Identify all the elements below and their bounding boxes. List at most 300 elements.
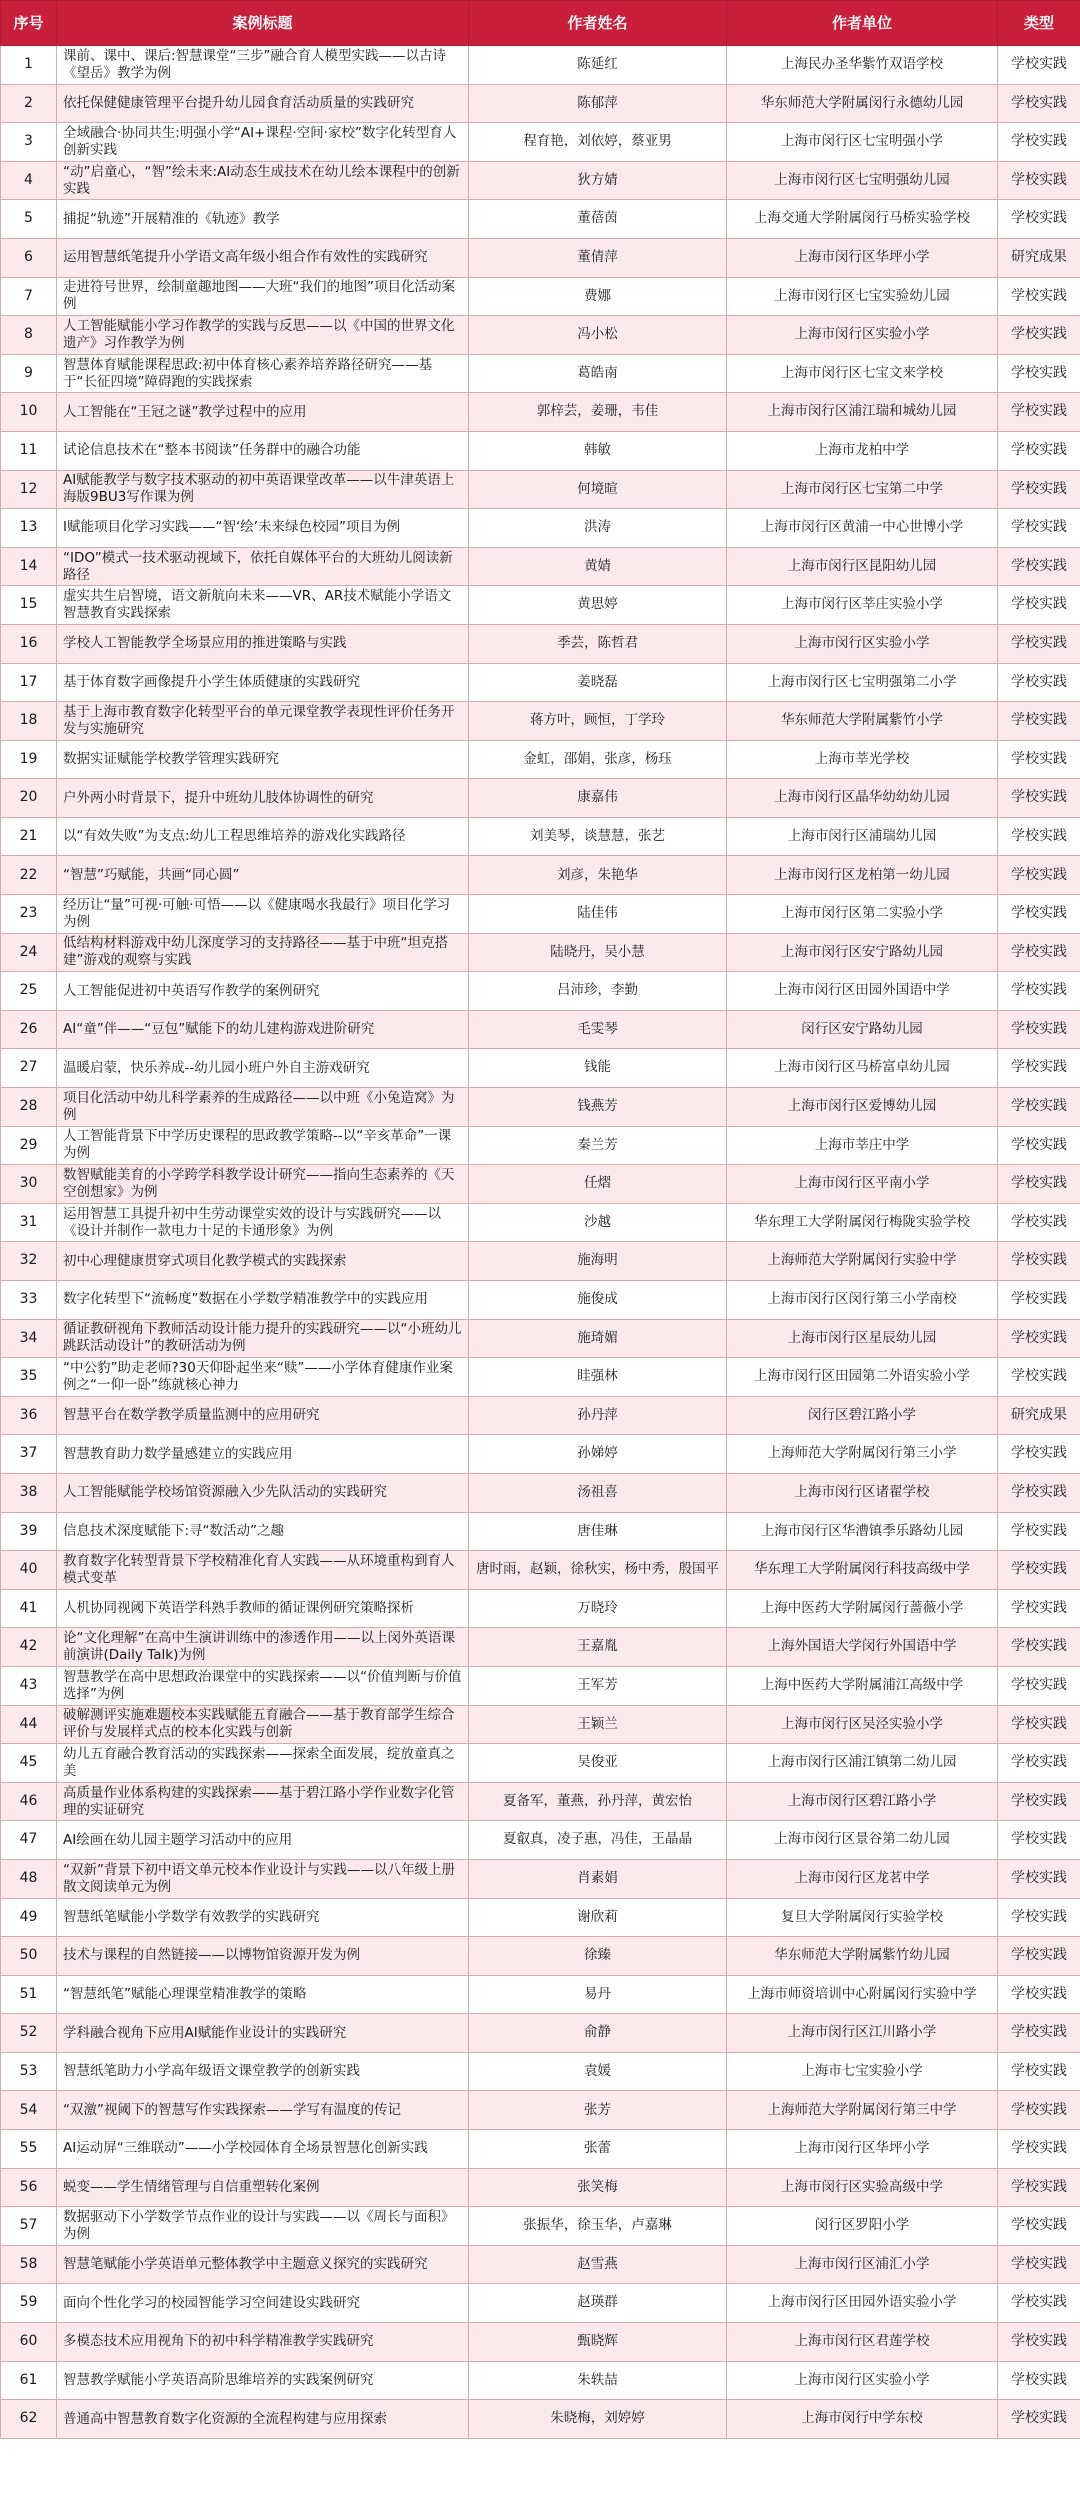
row-number-cell [1,1782,57,1821]
author-unit-cell [727,1126,998,1165]
table-row [1,1744,1080,1783]
case-title-cell [57,84,469,123]
case-type-cell [998,123,1080,162]
case-type: 学校实践 [1011,2217,1067,2234]
case-title: 循证教研视角下教师活动设计能力提升的实践研究——以“小班幼儿跳跃活动设计”的教研活动为例 [63,1321,462,1355]
author-names-cell [469,972,727,1011]
author-unit-cell [727,2245,998,2284]
author-unit-cell [727,1859,998,1898]
case-type-cell [998,972,1080,1011]
case-type-cell [998,470,1080,509]
author-unit: 上海市闵行中学东校 [801,2410,923,2427]
author-names: 沙越 [584,1213,611,1230]
case-type-cell [998,2284,1080,2323]
case-type-cell [998,1666,1080,1705]
row-number-cell [1,84,57,123]
case-title-cell [57,1203,469,1242]
author-names: 葛皓南 [577,364,618,381]
table-row [1,1589,1080,1628]
row-number: 49 [19,1908,38,1925]
author-names-cell [469,817,727,856]
case-title-cell [57,1165,469,1204]
case-type-cell [998,1473,1080,1512]
author-unit: 上海师范大学附属闵行第三小学 [767,1445,957,1462]
case-title-cell [57,1821,469,1860]
author-unit-cell [727,1473,998,1512]
row-number: 28 [19,1098,38,1115]
author-names-cell [469,663,727,702]
author-unit: 上海市闵行区昆阳幼儿园 [787,557,937,574]
case-title-cell [57,46,469,85]
author-unit-cell [727,509,998,548]
case-type: 学校实践 [1011,1329,1067,1346]
case-type: 学校实践 [1011,1368,1067,1385]
row-number-cell [1,1589,57,1628]
author-names-cell [469,1937,727,1976]
case-title-cell [57,431,469,470]
case-title-cell [57,2014,469,2053]
table-row [1,84,1080,123]
case-title: 学科融合视角下应用AI赋能作业设计的实践研究 [63,2024,347,2041]
case-title-cell [57,2400,469,2439]
author-names-cell [469,1782,727,1821]
author-unit: 上海市闵行区莘庄实验小学 [781,596,943,613]
case-type-cell [998,663,1080,702]
author-unit-cell [727,2168,998,2207]
table-header [1,1,1080,46]
case-type-cell [998,1821,1080,1860]
case-type-cell [998,2323,1080,2362]
case-title-cell [57,123,469,162]
author-unit-cell [727,1512,998,1551]
author-names-cell [469,1088,727,1127]
case-title: “IDO”模式一技术驱动视域下，依托自媒体平台的大班幼儿阅读新路径 [63,549,453,583]
table-row [1,277,1080,316]
row-number-cell [1,470,57,509]
case-title: 试论信息技术在“整本书阅读”任务群中的融合功能 [63,442,361,459]
author-names-cell [469,2052,727,2091]
row-number: 35 [19,1368,38,1385]
author-unit-cell [727,161,998,200]
case-type: 学校实践 [1011,56,1067,73]
table-row [1,1242,1080,1281]
case-title-cell [57,2361,469,2400]
author-names: 钱能 [584,1059,611,1076]
case-title-cell [57,933,469,972]
case-type: 学校实践 [1011,1561,1067,1578]
row-number-cell [1,46,57,85]
case-title-cell [57,2130,469,2169]
table-row [1,2052,1080,2091]
author-names: 王颖兰 [577,1715,618,1732]
row-number: 55 [19,2140,38,2157]
case-type: 学校实践 [1011,2024,1067,2041]
case-type-cell [998,2052,1080,2091]
author-names: 张芳 [584,2101,611,2118]
row-number-cell [1,2245,57,2284]
case-title-cell [57,354,469,393]
case-title: 全域融合·协同共生:明强小学“AI+课程·空间·家校”数字化转型育人创新实践 [63,124,457,158]
case-title-cell [57,1319,469,1358]
row-number-cell [1,1126,57,1165]
case-type-cell [998,624,1080,663]
author-unit: 上海市闵行区晶华幼幼幼儿园 [774,789,950,806]
row-number: 25 [19,982,38,999]
case-title: 数据驱动下小学数学节点作业的设计与实践——以《周长与面积》为例 [63,2209,455,2243]
row-number-cell [1,740,57,779]
case-type-cell [998,817,1080,856]
row-number: 44 [19,1715,38,1732]
case-type-cell [998,2014,1080,2053]
author-names-cell [469,2091,727,2130]
case-title-cell [57,1512,469,1551]
case-type-cell [998,238,1080,277]
author-names-cell [469,2014,727,2053]
case-title-cell [57,1435,469,1474]
table-row [1,624,1080,663]
case-title-cell [57,2245,469,2284]
case-title-cell [57,817,469,856]
author-unit-cell [727,277,998,316]
case-title-cell [57,277,469,316]
author-unit: 上海市闵行区实验小学 [794,326,930,343]
case-title-cell [57,1898,469,1937]
author-names-cell [469,238,727,277]
case-title: 人工智能赋能学校场馆资源融入少先队活动的实践研究 [63,1484,387,1501]
author-names: 施俊成 [577,1291,618,1308]
author-unit-cell [727,586,998,625]
case-type-cell [998,200,1080,239]
table-row [1,1782,1080,1821]
case-type: 学校实践 [1011,1908,1067,1925]
table-row [1,547,1080,586]
author-unit: 上海市闵行区君莲学校 [794,2333,930,2350]
case-type: 学校实践 [1011,2178,1067,2195]
case-type: 学校实践 [1011,1175,1067,1192]
author-names: 易丹 [584,1985,611,2002]
author-names-cell [469,1126,727,1165]
author-names-cell [469,1358,727,1397]
case-title-cell [57,2323,469,2362]
author-unit: 上海市闵行区碧江路小学 [787,1792,937,1809]
table-row [1,1937,1080,1976]
row-number: 2 [24,94,33,111]
table-row [1,2091,1080,2130]
case-type: 学校实践 [1011,1252,1067,1269]
author-names-cell [469,354,727,393]
case-type-cell [998,1126,1080,1165]
author-unit-cell [727,393,998,432]
case-title: 人工智能促进初中英语写作教学的案例研究 [63,982,320,999]
case-title: 论“文化理解”在高中生演讲训练中的渗透作用——以上闵外英语课前演讲(Daily Talk)为例 [63,1630,455,1664]
author-unit: 上海师范大学附属闵行第三中学 [767,2101,957,2118]
row-number: 43 [19,1676,38,1693]
author-unit: 上海师范大学附属闵行实验中学 [767,1252,957,1269]
row-number-cell [1,1705,57,1744]
author-unit-cell [727,431,998,470]
case-title: AI绘画在幼儿园主题学习活动中的应用 [63,1831,293,1848]
author-names-cell [469,1821,727,1860]
case-type-cell [998,1088,1080,1127]
author-names-cell [469,1049,727,1088]
table-row [1,1203,1080,1242]
case-title: AI赋能教学与数字技术驱动的初中英语课堂改革——以牛津英语上海版9BU3写作课为例 [63,472,455,506]
author-unit-cell [727,1705,998,1744]
author-unit: 上海市七宝实验小学 [801,2062,923,2079]
author-unit-cell [727,123,998,162]
author-unit: 上海市闵行区华坪小学 [794,249,930,266]
author-unit: 上海市闵行区七宝明强第二小学 [767,673,957,690]
author-unit-cell [727,1358,998,1397]
case-type: 学校实践 [1011,1599,1067,1616]
row-number: 24 [19,943,38,960]
author-names: 孙丹萍 [577,1406,618,1423]
case-title-cell [57,1396,469,1435]
case-title-cell [57,624,469,663]
author-names: 何境暄 [577,480,618,497]
table-row [1,972,1080,1011]
case-type: 学校实践 [1011,596,1067,613]
author-names-cell [469,1319,727,1358]
table-row [1,1088,1080,1127]
case-type-cell [998,740,1080,779]
author-names-cell [469,1165,727,1204]
author-unit: 上海市闵行区浦江瑞和城幼儿园 [767,403,957,420]
case-title: 学校人工智能教学全场景应用的推进策略与实践 [63,635,347,652]
author-unit: 上海市闵行区浦汇小学 [794,2255,930,2272]
author-unit: 上海市闵行区诸翟学校 [794,1484,930,1501]
row-number-cell [1,1049,57,1088]
author-names-cell [469,2284,727,2323]
author-unit: 上海市闵行区平南小学 [794,1175,930,1192]
table-row [1,2284,1080,2323]
author-names-cell [469,1242,727,1281]
case-title-cell [57,1551,469,1590]
case-type: 学校实践 [1011,2294,1067,2311]
case-type: 学校实践 [1011,1291,1067,1308]
case-title: 温暖启蒙，快乐养成--幼儿园小班户外自主游戏研究 [63,1059,370,1076]
table-row [1,431,1080,470]
author-unit: 上海市闵行区七宝实验幼儿园 [774,287,950,304]
case-title: 低结构材料游戏中幼儿深度学习的支持路径——基于中班“坦克搭建”游戏的观察与实践 [63,935,448,969]
author-names: 金虹，邵娟，张彦，杨珏 [523,750,672,767]
row-number-cell [1,277,57,316]
table-row [1,316,1080,355]
case-title: 经历让“量”可视·可触·可悟——以《健康喝水我最行》项目化学习为例 [63,896,451,930]
author-unit-cell [727,1975,998,2014]
row-number: 10 [19,403,38,420]
table-row [1,1049,1080,1088]
author-names: 肖素娟 [577,1869,618,1886]
case-type: 学校实践 [1011,2371,1067,2388]
case-title-cell [57,238,469,277]
row-number-cell [1,1512,57,1551]
author-unit: 上海中医药大学附属闵行蔷薇小学 [760,1599,964,1616]
case-type: 学校实践 [1011,750,1067,767]
author-unit: 华东理工大学附属闵行科技高级中学 [754,1561,970,1578]
row-number: 20 [19,789,38,806]
row-number: 1 [24,56,33,73]
case-title-cell [57,547,469,586]
author-unit: 上海中医药大学附属浦江高级中学 [760,1676,964,1693]
author-unit: 上海市师资培训中心附属闵行实验中学 [747,1985,977,2002]
author-unit-cell [727,2052,998,2091]
author-names: 董蓓茵 [577,210,618,227]
case-title-cell [57,1589,469,1628]
case-title-cell [57,316,469,355]
author-names: 袁媛 [584,2062,611,2079]
row-number-cell [1,1975,57,2014]
table-row [1,1666,1080,1705]
row-number: 34 [19,1329,38,1346]
author-unit-cell [727,663,998,702]
author-unit: 上海市闵行区实验高级中学 [781,2178,943,2195]
case-title-cell [57,702,469,741]
author-names: 吴俊亚 [577,1754,618,1771]
author-names-cell [469,2245,727,2284]
row-number-cell [1,933,57,972]
author-names: 唐佳琳 [577,1522,618,1539]
row-number: 4 [24,171,33,188]
row-number-cell [1,1165,57,1204]
author-unit-cell [727,2207,998,2246]
author-unit: 复旦大学附属闵行实验学校 [781,1908,943,1925]
row-number: 61 [19,2371,38,2388]
author-unit-cell [727,624,998,663]
author-names: 赵瑛群 [577,2294,618,2311]
author-names: 夏叡真，凌子惠，冯佳，王晶晶 [503,1831,692,1848]
row-number-cell [1,779,57,818]
author-unit: 上海市闵行区田园第二外语实验小学 [754,1368,970,1385]
author-names: 王军芳 [577,1676,618,1693]
case-type: 学校实践 [1011,403,1067,420]
case-type-cell [998,2168,1080,2207]
case-type: 学校实践 [1011,1059,1067,1076]
case-type-cell [998,702,1080,741]
row-number-cell [1,1281,57,1320]
case-type-cell [998,1396,1080,1435]
author-unit-cell [727,200,998,239]
case-title-cell [57,1281,469,1320]
table-row [1,1010,1080,1049]
row-number-cell [1,431,57,470]
case-type: 学校实践 [1011,1869,1067,1886]
row-number-cell [1,1859,57,1898]
author-names: 汤祖喜 [577,1484,618,1501]
case-type-cell [998,1203,1080,1242]
case-type: 学校实践 [1011,943,1067,960]
author-names-cell [469,1859,727,1898]
table-row [1,509,1080,548]
author-unit: 上海市闵行区七宝明强小学 [781,133,943,150]
row-number: 16 [19,634,38,651]
row-number: 32 [19,1252,38,1269]
case-type-cell [998,1628,1080,1667]
author-unit-cell [727,1049,998,1088]
author-unit-cell [727,1281,998,1320]
author-unit-cell [727,1242,998,1281]
row-number-cell [1,1898,57,1937]
author-names: 黄思婷 [577,596,618,613]
row-number: 11 [19,441,38,458]
header-unit: 作者单位 [727,1,998,46]
case-title: 智慧纸笔赋能小学数学有效教学的实践研究 [63,1908,320,1925]
case-title: “智慧纸笔”赋能心理课堂精准教学的策略 [63,1985,307,2002]
case-title-cell [57,1744,469,1783]
author-names-cell [469,2400,727,2439]
case-title-cell [57,1937,469,1976]
case-type-cell [998,1435,1080,1474]
case-title: 人工智能在“王冠之谜”教学过程中的应用 [63,403,307,420]
author-unit-cell [727,1165,998,1204]
header-no: 序号 [1,1,57,46]
case-title: 技术与课程的自然链接——以博物馆资源开发为例 [63,1947,360,1964]
table-row [1,393,1080,432]
author-unit-cell [727,702,998,741]
author-unit-cell [727,1666,998,1705]
case-title: 智慧体育赋能课程思政:初中体育核心素养培养路径研究——基于“长征四境”障碍跑的实践探索 [63,356,433,390]
author-names: 费娜 [584,287,611,304]
author-names-cell [469,1898,727,1937]
author-unit-cell [727,972,998,1011]
row-number-cell [1,2323,57,2362]
case-title-cell [57,895,469,934]
row-number: 15 [19,596,38,613]
row-number: 48 [19,1869,38,1886]
case-type: 学校实践 [1011,1676,1067,1693]
case-type-cell [998,1010,1080,1049]
table-row [1,1396,1080,1435]
row-number-cell [1,509,57,548]
case-title: 初中心理健康贯穿式项目化教学模式的实践探索 [63,1252,347,1269]
author-names: 眭强林 [577,1368,618,1385]
author-names: 朱轶喆 [577,2371,618,2388]
case-title: “智慧”巧赋能，共画“同心圆” [63,866,240,883]
author-names: 蒋方叶，顾恒，丁学玲 [530,712,665,729]
row-number-cell [1,624,57,663]
author-unit-cell [727,1937,998,1976]
author-names-cell [469,933,727,972]
author-unit-cell [727,1589,998,1628]
case-type-cell [998,586,1080,625]
author-unit-cell [727,895,998,934]
row-number-cell [1,200,57,239]
case-title: 智慧平台在数学教学质量监测中的应用研究 [63,1407,320,1424]
author-unit: 上海市闵行区七宝明强幼儿园 [774,171,950,188]
case-type-cell [998,46,1080,85]
author-unit-cell [727,470,998,509]
row-number: 12 [19,480,38,497]
case-type: 学校实践 [1011,1098,1067,1115]
case-type: 学校实践 [1011,1638,1067,1655]
table-row [1,200,1080,239]
row-number-cell [1,2052,57,2091]
case-type-cell [998,509,1080,548]
case-title-cell [57,1010,469,1049]
table-row [1,1551,1080,1590]
case-title-cell [57,586,469,625]
row-number-cell [1,817,57,856]
row-number: 5 [24,210,33,227]
author-unit-cell [727,1782,998,1821]
case-type-cell [998,84,1080,123]
table-row [1,2014,1080,2053]
author-names-cell [469,1589,727,1628]
case-title: 人工智能赋能小学习作教学的实践与反思——以《中国的世界文化遗产》习作教学为例 [63,317,455,351]
row-number-cell [1,2168,57,2207]
table-row [1,2168,1080,2207]
case-title: 破解测评实施难题校本实践赋能五育融合——基于教育部学生综合评价与发展样式点的校本化实践与创新 [63,1707,455,1741]
